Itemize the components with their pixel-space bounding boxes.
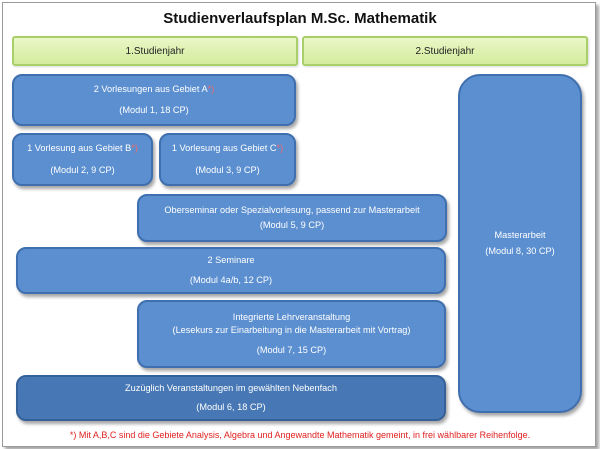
module-7-subtitle: (Lesekurs zur Einarbeitung in die Masterarbeit mit Vortrag): [172, 325, 411, 336]
module-1-footnote-mark: *): [207, 83, 215, 94]
module-8-box: [458, 74, 582, 413]
module-5-title: Oberseminar oder Spezialvorlesung, passend zur Masterarbeit: [164, 204, 420, 215]
module-6-title: Zuzüglich Veranstaltungen im gewählten Nebenfach: [125, 382, 337, 393]
module-2-title-line: [27, 143, 138, 155]
module-7-title: Integrierte Lehrveranstaltung: [232, 311, 351, 322]
module-2-detail: (Modul 2, 9 CP): [50, 164, 115, 175]
module-4-box: [16, 247, 446, 294]
module-1-title: 2 Vorlesungen aus Gebiet A: [93, 83, 208, 94]
module-5-detail: (Modul 5, 9 CP): [259, 220, 325, 230]
module-3-title-line: [172, 143, 283, 155]
module-2-box: [12, 133, 153, 186]
page-title: Studienverlaufsplan M.Sc. Mathematik: [163, 10, 437, 27]
module-4-title: 2 Seminare: [207, 255, 255, 265]
module-3-box: [159, 133, 296, 186]
footnote: *) Mit A,B,C sind die Gebiete Analysis, Algebra und Angewandte Mathematik gemeint, in frei wählbarer Reihenfolge.: [69, 430, 531, 440]
module-3-title: 1 Vorlesung aus Gebiet C: [171, 143, 277, 153]
module-6-detail: (Modul 6, 18 CP): [196, 402, 266, 412]
module-2-title: 1 Vorlesung aus Gebiet B: [27, 143, 132, 153]
module-8-detail: (Modul 8, 30 CP): [485, 245, 555, 256]
year-2-header: 2.Studienjahr: [302, 36, 588, 66]
module-4-detail: (Modul 4a/b, 12 CP): [189, 274, 273, 285]
module-7-detail: (Modul 7, 15 CP): [256, 344, 327, 355]
module-1-box: [12, 74, 296, 126]
module-3-detail: (Modul 3, 9 CP): [195, 164, 260, 175]
module-8-title: Masterarbeit: [494, 230, 546, 240]
year-1-header: 1.Studienjahr: [12, 36, 298, 66]
module-1-title-line: [94, 84, 215, 96]
module-7-box: [137, 300, 446, 368]
module-2-footnote-mark: *): [131, 143, 138, 153]
module-1-detail: (Modul 1, 18 CP): [119, 105, 189, 115]
module-3-footnote-mark: *): [276, 143, 284, 153]
module-6-box: [16, 375, 446, 421]
module-5-box: [137, 194, 447, 242]
